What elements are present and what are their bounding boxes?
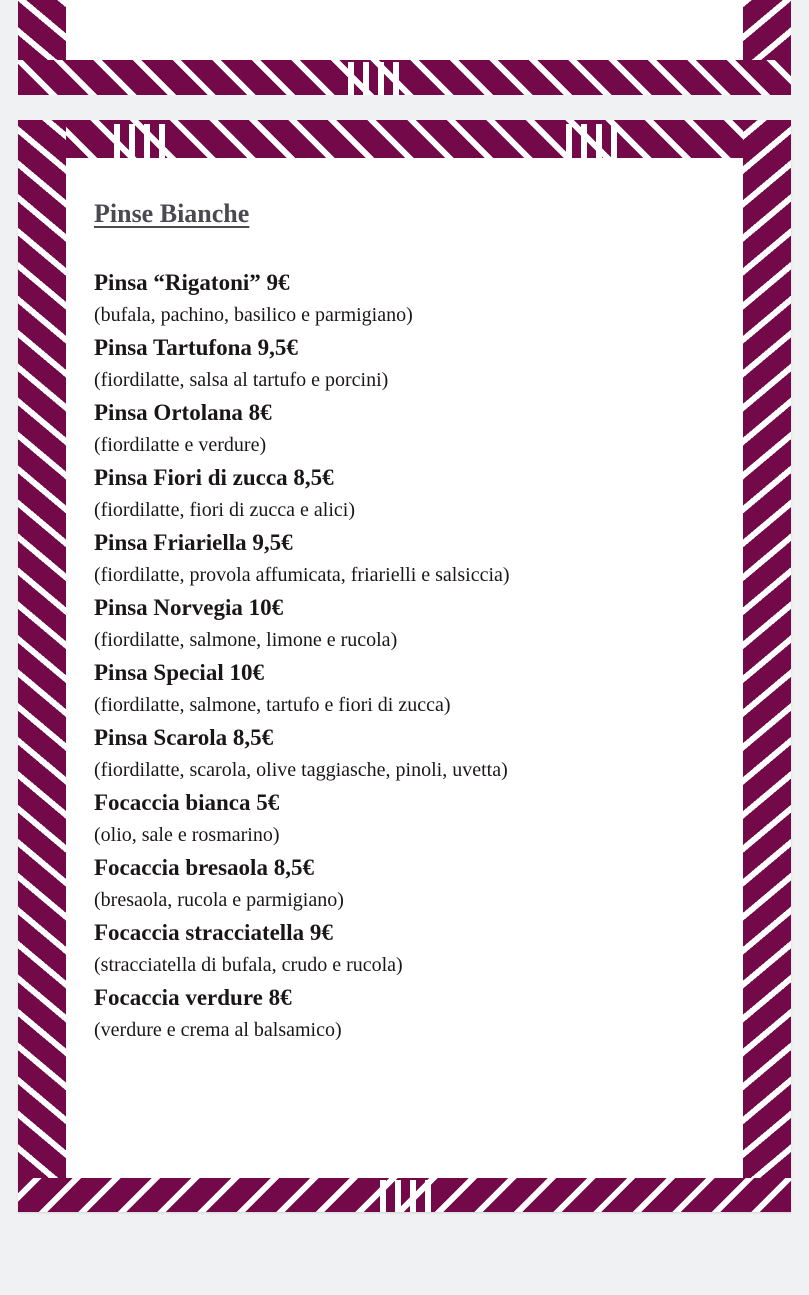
menu-item-name: Pinsa Scarola 8,5€ [94,725,274,750]
left-decorative-border [18,120,66,1212]
menu-item-name: Pinsa Friariella 9,5€ [94,530,293,555]
menu-item-name: Focaccia bianca 5€ [94,790,280,815]
menu-item [94,981,731,1046]
border-ornament [566,124,617,158]
menu-item-name: Pinsa Special 10€ [94,660,264,685]
border-ornament [348,62,399,95]
menu-content [94,198,731,1046]
menu-item-name: Focaccia bresaola 8,5€ [94,855,314,880]
menu-item-description: (fiordilatte, salsa al tartufo e porcini) [94,369,389,391]
border-ornament [114,124,165,158]
menu-item [94,331,731,396]
menu-item-description: (fiordilatte, salmone, limone e rucola) [94,629,398,651]
right-decorative-border [743,120,791,1212]
menu-item-description: (fiordilatte e verdure) [94,434,267,456]
bottom-decorative-border [18,60,791,95]
menu-item-description: (bresaola, rucola e parmigiano) [94,889,344,911]
menu-item-description: (verdure e crema al balsamico) [94,1019,342,1041]
menu-item [94,266,731,331]
menu-item-description: (olio, sale e rosmarino) [94,824,280,846]
menu-item [94,526,731,591]
menu-item-name: Pinsa Fiori di zucca 8,5€ [94,465,334,490]
menu-item-name: Focaccia stracciatella 9€ [94,920,333,945]
menu-item [94,721,731,786]
menu-item-name: Pinsa Ortolana 8€ [94,400,272,425]
menu-item [94,396,731,461]
menu-item [94,786,731,851]
menu-item [94,656,731,721]
menu-item-description: (stracciatella di bufala, crudo e rucola) [94,954,403,976]
previous-menu-page [18,0,791,95]
menu-item-name: Pinsa “Rigatoni” 9€ [94,270,290,295]
section-title: Pinse Bianche [94,199,250,228]
menu-item-name: Focaccia verdure 8€ [94,985,292,1010]
border-ornament [380,1180,431,1212]
menu-item [94,851,731,916]
menu-item-description: (fiordilatte, salmone, tartufo e fiori di zucca) [94,694,451,716]
page-inner-area [66,0,743,60]
menu-item [94,591,731,656]
menu-item [94,461,731,526]
menu-item-name: Pinsa Tartufona 9,5€ [94,335,298,360]
menu-page [18,120,791,1212]
menu-item-description: (fiordilatte, fiori di zucca e alici) [94,499,355,521]
menu-item-description: (fiordilatte, scarola, olive taggiasche, pinoli, uvetta) [94,759,508,781]
menu-item-name: Pinsa Norvegia 10€ [94,595,284,620]
menu-item-description: (fiordilatte, provola affumicata, friarielli e salsiccia) [94,564,510,586]
menu-item [94,916,731,981]
menu-item-description: (bufala, pachino, basilico e parmigiano) [94,304,413,326]
